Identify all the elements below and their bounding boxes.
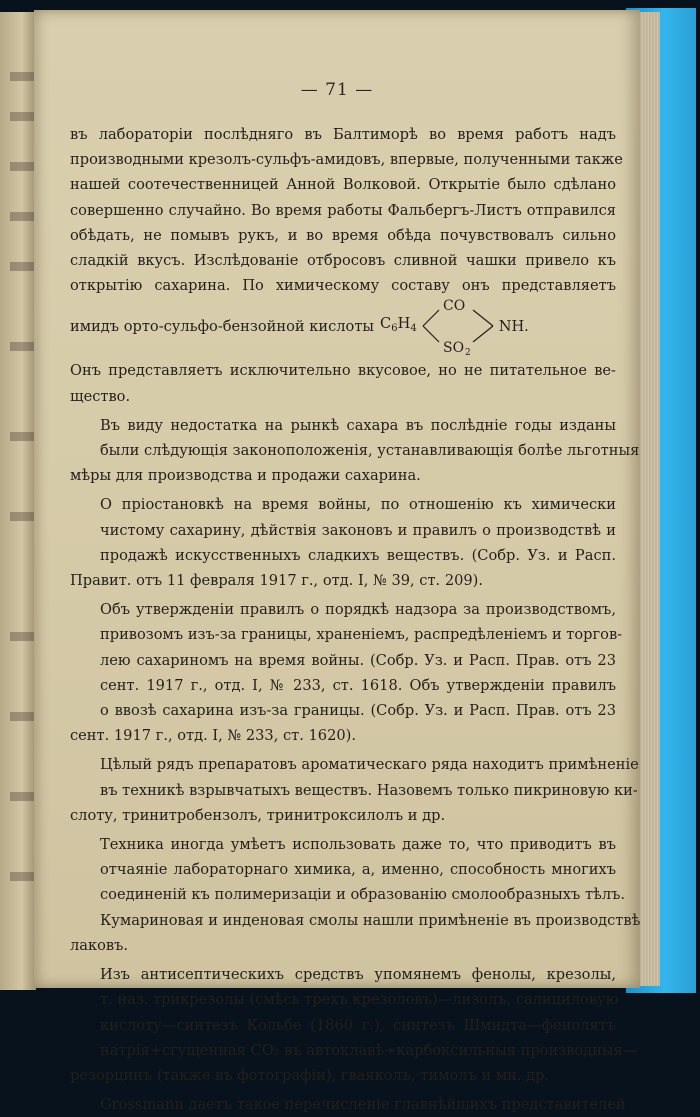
text-line: резорцинъ (также въ фотографіи), гваяколъ, тимолъ и мн. др.	[70, 1066, 550, 1084]
text-line: Цѣлый рядъ препаратовъ ароматическаго ряда находитъ примѣненіе	[100, 756, 639, 774]
text-line: сладкій вкусъ. Изслѣдованіе отбросовъ сливной чашки привело къ	[70, 252, 616, 270]
formula-h: H	[397, 315, 411, 333]
text-line: Техника иногда умѣетъ использовать даже то, что приводитъ въ	[100, 836, 616, 854]
page-number: — 71 —	[300, 80, 374, 100]
page-body	[70, 122, 641, 1117]
text-line: совершенно случайно. Во время работы Фальбергъ-Листъ отправился	[70, 201, 616, 219]
text-line: Изъ антисептическихъ средствъ упомянемъ фенолы, крезолы,	[100, 966, 616, 984]
formula-so-subscript: 2	[464, 348, 471, 357]
text-line: Правит. отъ 11 февраля 1917 г., отд. I, № 39, ст. 209).	[70, 572, 484, 590]
paragraph-rules-approval	[70, 597, 623, 748]
text-line: нашей соотечественницей Анной Волковой. Открытіе было сдѣлано	[70, 176, 616, 194]
text-line: въ лабораторіи послѣдняго въ Балтиморѣ во время работъ надъ	[70, 126, 616, 143]
paragraph-explosives	[70, 752, 639, 828]
text-line: сент. 1917 г., отд. I, № 233, ст. 1618. Объ утвержденіи правилъ	[100, 676, 616, 694]
text-line: мѣры для производства и продажи сахарина.	[70, 467, 421, 485]
previous-page-edge	[0, 12, 36, 990]
formula-benzene-part	[380, 311, 417, 341]
saccharin-structural-formula	[380, 296, 529, 356]
paragraph-antiseptics	[70, 962, 638, 1088]
text-line: Объ утвержденіи правилъ о порядкѣ надзора за производствомъ,	[100, 601, 616, 619]
formula-c: C	[380, 315, 392, 333]
book-page	[34, 10, 641, 1114]
text-line: О пріостановкѣ на время войны, по отношенію къ химически	[100, 496, 616, 514]
formula-nh: NH.	[498, 317, 529, 335]
text-line: привозомъ изъ-за границы, храненіемъ, распредѣленіемъ и торгов-	[100, 626, 623, 644]
paragraph-grossmann	[70, 1092, 626, 1117]
text-line: слоту, тринитробензолъ, тринитроксилолъ и др.	[70, 806, 446, 824]
text-line: производными крезолъ-сульфъ-амидовъ, впервые, полученными также	[70, 151, 623, 169]
text-line: были слѣдующія законоположенія, устанавливающія болѣе льготныя	[100, 442, 640, 460]
text-line: кислоту—синтезъ Кольбе (1860 г.), синтезъ Шмидта—фенолятъ	[100, 1016, 616, 1034]
text-line: отчаяніе лабораторнаго химика, а, именно, способность многихъ	[100, 861, 616, 879]
text-line: Grossmann даетъ такое перечисленіе главнѣйшихъ представителей	[100, 1096, 626, 1114]
paragraph-saccharin-history	[70, 122, 623, 298]
text-line: соединеній къ полимеризаціи и образованію смолообразныхъ тѣлъ.	[100, 886, 626, 904]
text-line: щество.	[70, 387, 131, 405]
text-line: открытію сахарина. По химическому составу онъ представляетъ	[70, 277, 616, 295]
paragraph-legislation	[70, 413, 640, 489]
text-line: лею сахариномъ на время войны. (Собр. Уз. и Расп. Прав. отъ 23	[100, 651, 616, 669]
text-line: натрія+сгущенная CO₂ въ автоклавѣ➛карбоксильныя производныя—	[100, 1041, 638, 1059]
paragraph-resins	[70, 832, 641, 958]
text-line: Въ виду недостатка на рынкѣ сахара въ послѣдніе годы изданы	[100, 416, 616, 434]
paragraph-taste	[70, 358, 616, 408]
paragraph-suspension	[70, 492, 616, 593]
text-line: въ техникѣ взрывчатыхъ веществъ. Назовемъ только пикриновую ки-	[100, 781, 638, 799]
formula-h-subscript: 4	[410, 323, 417, 335]
text-line: о ввозѣ сахарина изъ-за границы. (Собр. Уз. и Расп. Прав. отъ 23	[100, 702, 616, 720]
text-line: чистому сахарину, дѣйствія законовъ и правилъ о производствѣ и	[100, 521, 616, 539]
text-line: обѣдать, не помывъ рукъ, и во время обѣда почувствовалъ сильно	[70, 226, 616, 244]
text-line: лаковъ.	[70, 936, 129, 954]
formula-bonds	[421, 296, 499, 356]
formula-so: SO	[442, 340, 464, 357]
text-line: Онъ представляетъ исключительно вкусовое, но не питательное ве-	[70, 362, 616, 380]
text-line: сент. 1917 г., отд. I, № 233, ст. 1620).	[70, 727, 356, 745]
formula-prefix: имидъ орто-сульфо-бензойной кислоты	[70, 317, 375, 335]
chemical-formula-line	[70, 294, 616, 358]
text-line: т. наз. трикрезолы (смѣсь трехъ крезоловъ)—лизолъ, салициловую	[100, 991, 619, 1009]
formula-c-subscript: 6	[391, 323, 398, 335]
text-line: продажѣ искусственныхъ сладкихъ веществъ. (Собр. Уз. и Расп.	[100, 546, 616, 564]
formula-co: CO	[442, 298, 465, 315]
text-line: Кумариновая и инденовая смолы нашли примѣненіе въ производствѣ	[100, 911, 641, 929]
